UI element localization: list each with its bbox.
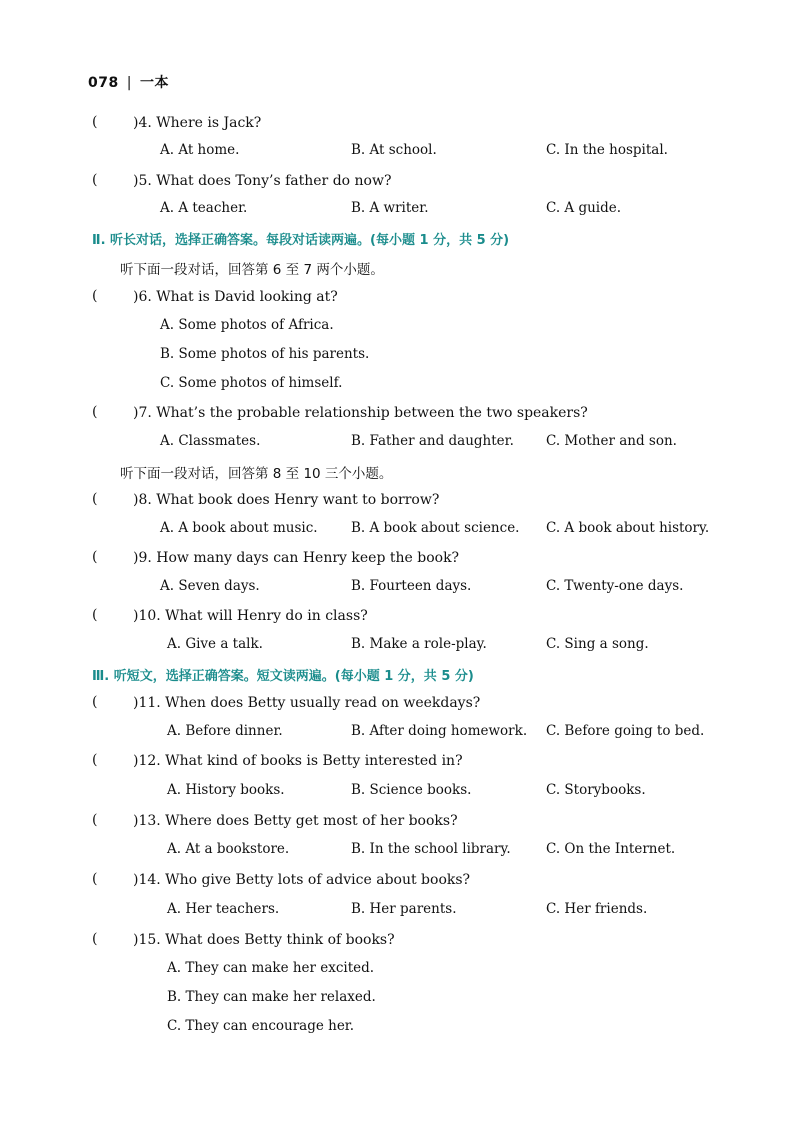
page-number: 078 [88,75,119,91]
q14-option-b: B. Her parents. [351,901,457,917]
q12-option-b: B. Science books. [351,782,472,798]
section-2-title: Ⅱ. 听长对话，选择正确答案。每段对话读两遍。(每小题 1 分，共 5 分) [92,233,510,248]
q4-option-b: B. At school. [351,142,437,158]
answer-paren[interactable]: ( [92,752,98,768]
q13-option-a: A. At a bookstore. [167,841,290,857]
q11-option-a: A. Before dinner. [167,723,283,739]
question-11: )11. When does Betty usually read on weekdays? [133,695,481,711]
q8-option-a: A. A book about music. [160,520,318,536]
question-8: )8. What book does Henry want to borrow? [133,492,440,508]
question-13: )13. Where does Betty get most of her books? [133,813,458,829]
q6-option-b: B. Some photos of his parents. [160,346,370,362]
q4-option-c: C. In the hospital. [546,142,668,158]
q13-option-c: C. On the Internet. [546,841,676,857]
answer-paren[interactable]: ( [92,871,98,887]
answer-paren[interactable]: ( [92,931,98,947]
header-separator: | [126,75,132,91]
intro-dialogue-2: 听下面一段对话，回答第 8 至 10 三个小题。 [120,466,393,482]
q4-option-a: A. At home. [160,142,240,158]
answer-paren[interactable]: ( [92,114,98,130]
q7-option-b: B. Father and daughter. [351,433,514,449]
answer-paren[interactable]: ( [92,288,98,304]
answer-paren[interactable]: ( [92,607,98,623]
q13-option-b: B. In the school library. [351,841,511,857]
answer-paren[interactable]: ( [92,172,98,188]
q10-option-c: C. Sing a song. [546,636,649,652]
q10-option-b: B. Make a role-play. [351,636,487,652]
q15-option-b: B. They can make her relaxed. [167,989,376,1005]
question-15: )15. What does Betty think of books? [133,932,395,948]
q8-option-b: B. A book about science. [351,520,520,536]
answer-paren[interactable]: ( [92,549,98,565]
q14-option-a: A. Her teachers. [167,901,280,917]
question-12: )12. What kind of books is Betty interested in? [133,753,463,769]
q7-option-c: C. Mother and son. [546,433,677,449]
q15-option-c: C. They can encourage her. [167,1018,355,1034]
answer-paren[interactable]: ( [92,404,98,420]
q12-option-a: A. History books. [167,782,285,798]
q5-option-a: A. A teacher. [160,200,248,216]
page-header [88,72,169,92]
question-9: )9. How many days can Henry keep the book? [133,550,460,566]
q9-option-b: B. Fourteen days. [351,578,472,594]
q10-option-a: A. Give a talk. [167,636,263,652]
question-5: )5. What does Tony’s father do now? [133,173,392,189]
question-10: )10. What will Henry do in class? [133,608,368,624]
q6-option-a: A. Some photos of Africa. [160,317,334,333]
q11-option-c: C. Before going to bed. [546,723,705,739]
answer-paren[interactable]: ( [92,694,98,710]
q12-option-c: C. Storybooks. [546,782,646,798]
intro-dialogue-1: 听下面一段对话，回答第 6 至 7 两个小题。 [120,262,384,278]
question-14: )14. Who give Betty lots of advice about books? [133,872,471,888]
q9-option-a: A. Seven days. [160,578,260,594]
q5-option-c: C. A guide. [546,200,622,216]
q7-option-a: A. Classmates. [160,433,261,449]
q9-option-c: C. Twenty-one days. [546,578,684,594]
q14-option-c: C. Her friends. [546,901,648,917]
question-4: )4. Where is Jack? [133,115,262,131]
question-6: )6. What is David looking at? [133,289,338,305]
answer-paren[interactable]: ( [92,491,98,507]
book-name: 一本 [139,75,169,91]
q6-option-c: C. Some photos of himself. [160,375,343,391]
q5-option-b: B. A writer. [351,200,429,216]
section-3-title: Ⅲ. 听短文，选择正确答案。短文读两遍。(每小题 1 分，共 5 分) [92,669,474,684]
answer-paren[interactable]: ( [92,812,98,828]
question-7: )7. What’s the probable relationship between the two speakers? [133,405,588,421]
q8-option-c: C. A book about history. [546,520,710,536]
q11-option-b: B. After doing homework. [351,723,528,739]
q15-option-a: A. They can make her excited. [167,960,375,976]
